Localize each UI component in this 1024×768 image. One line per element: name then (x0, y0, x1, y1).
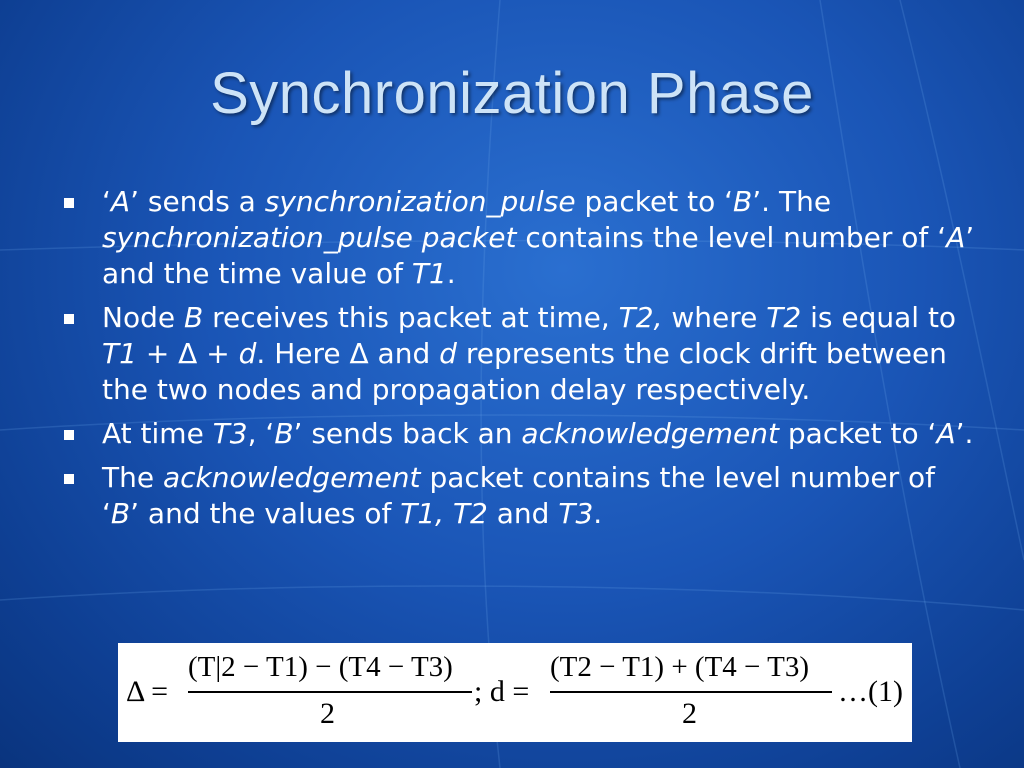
delta-symbol: Δ = (126, 675, 169, 708)
delta-numerator: (T|2 − T1) − (T4 − T3) (188, 651, 453, 683)
bullet-list (60, 184, 980, 540)
bullet-item: Node B receives this packet at time, T2, where T2 is equal to T1 + Δ + d. Here Δ and d represents the clock drift between the two nodes and propagation delay respectively. (60, 300, 980, 408)
slide-title: Synchronization Phase (210, 61, 814, 126)
formula-separator: ; d = (474, 675, 530, 708)
bullet-item: The acknowledgement packet contains the level number of ‘B’ and the values of T1, T2 and T3. (60, 460, 980, 532)
square-bullet-icon (64, 198, 74, 208)
square-bullet-icon (64, 474, 74, 484)
delta-denominator: 2 (320, 697, 335, 730)
d-fraction-bar (550, 691, 832, 693)
bullet-item: At time T3, ‘B’ sends back an acknowledgement packet to ‘A’. (60, 416, 980, 452)
delta-fraction-bar (188, 691, 472, 693)
equation-number: …(1) (838, 675, 903, 708)
square-bullet-icon (64, 430, 74, 440)
d-denominator: 2 (682, 697, 697, 730)
square-bullet-icon (64, 314, 74, 324)
formula-image (118, 643, 912, 742)
d-numerator: (T2 − T1) + (T4 − T3) (550, 651, 810, 683)
bullet-item: ‘A’ sends a synchronization_pulse packet to ‘B’. The synchronization_pulse packet contains the level number of ‘A’ and the time value of T1. (60, 184, 980, 292)
